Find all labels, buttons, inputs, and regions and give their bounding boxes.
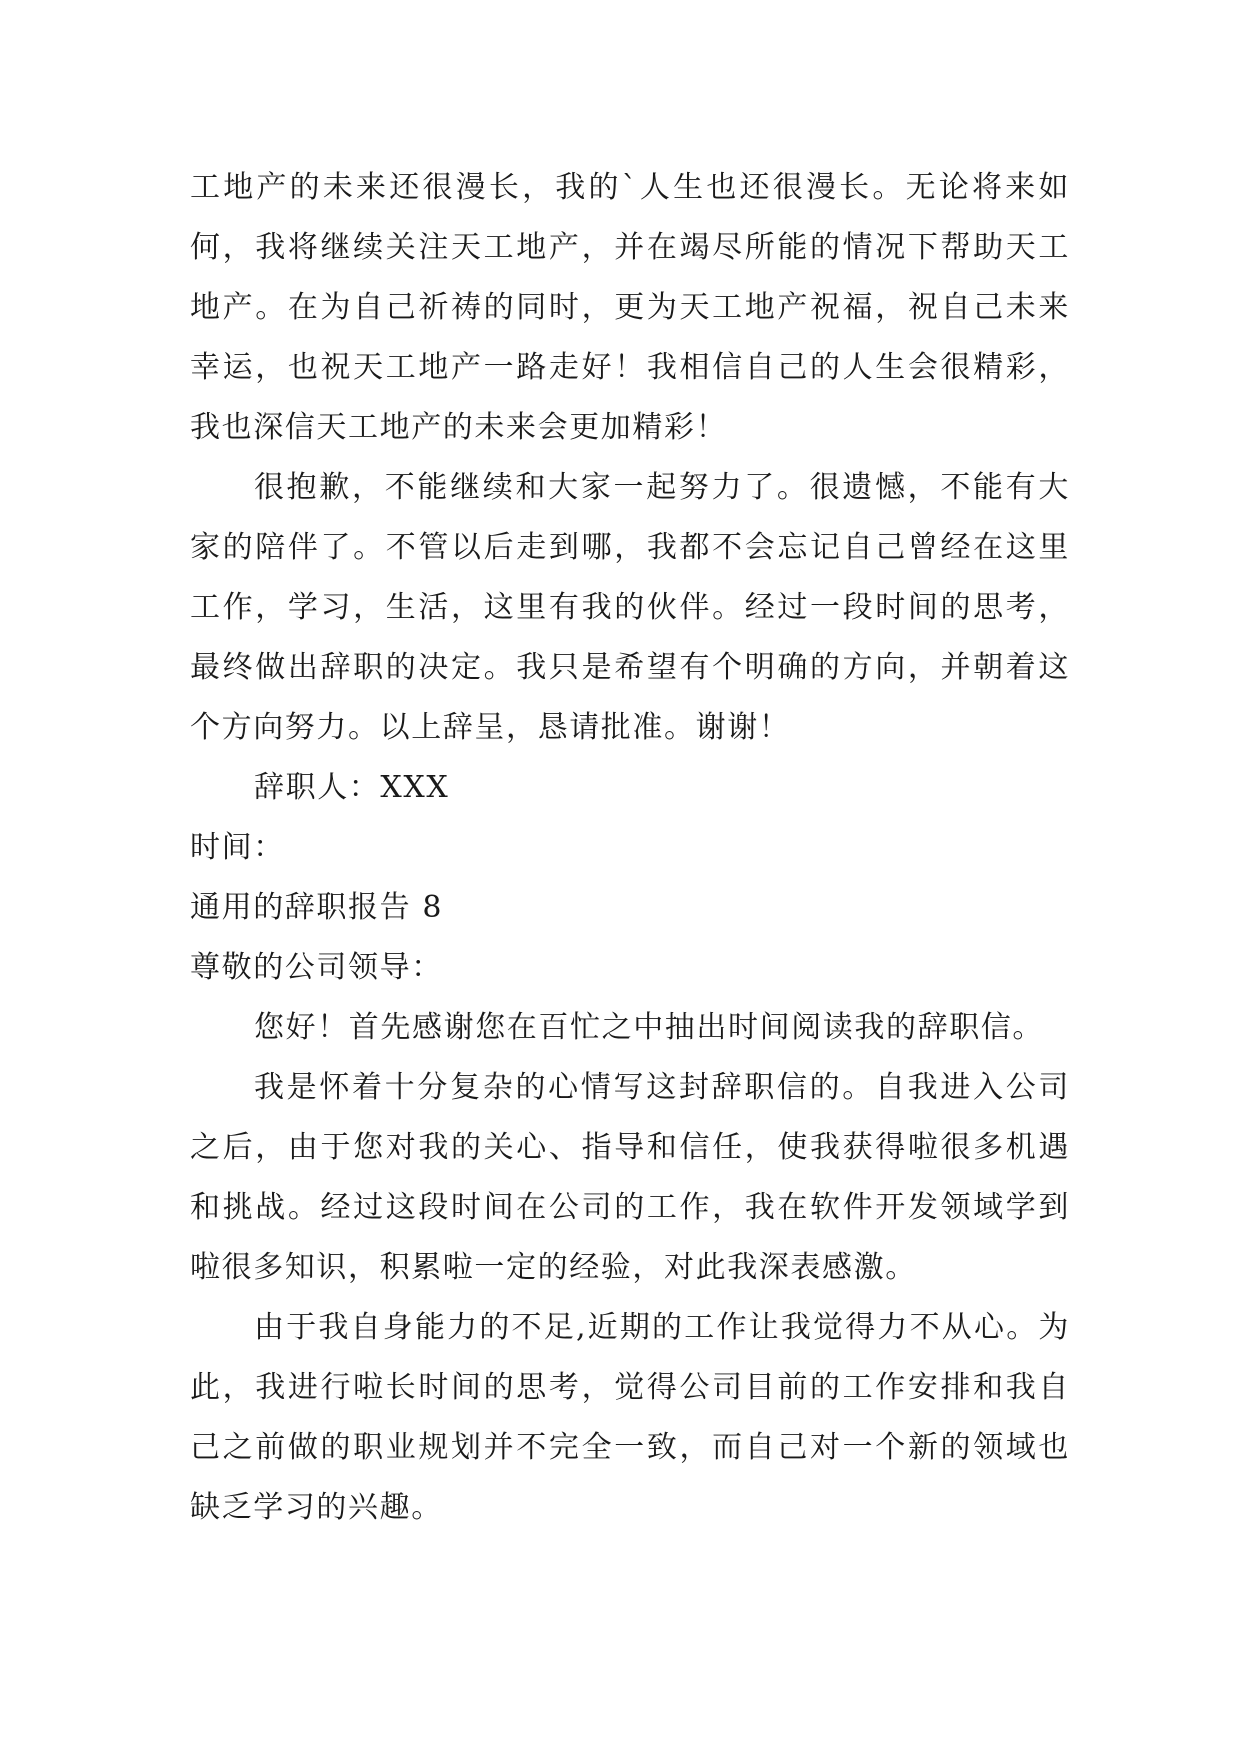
document-body (190, 158, 1070, 1538)
salutation: 尊敬的公司领导： (190, 950, 443, 985)
paragraph-gratitude: 我是怀着十分复杂的心情写这封辞职信的。自我进入公司之后，由于您对我的关心、指导和信任，使我获得啦很多机遇和挑战。经过这段时间在公司的工作，我在软件开发领域学到啦很多知识，积累啦一定的经验，对此我深表感激。 (190, 1070, 1070, 1285)
paragraph-greeting: 您好！首先感谢您在百忙之中抽出时间阅读我的辞职信。 (254, 1010, 1044, 1045)
paragraph-continuation: 工地产的未来还很漫长，我的`人生也还很漫长。无论将来如何，我将继续关注天工地产，并在竭尽所能的情况下帮助天工地产。在为自己祈祷的同时，更为天工地产祝福，祝自己未来幸运，也祝天工地产一路走好！我相信自己的人生会很精彩，我也深信天工地产的未来会更加精彩！ (190, 170, 1070, 445)
signature-line: 辞职人：XXX (254, 770, 450, 805)
paragraph-apology: 很抱歉，不能继续和大家一起努力了。很遗憾，不能有大家的陪伴了。不管以后走到哪，我都不会忘记自己曾经在这里工作，学习，生活，这里有我的伙伴。经过一段时间的思考，最终做出辞职的决定。我只是希望有个明确的方向，并朝着这个方向努力。以上辞呈，恳请批准。谢谢！ (190, 470, 1070, 745)
paragraph-reason: 由于我自身能力的不足,近期的工作让我觉得力不从心。为此，我进行啦长时间的思考，觉得公司目前的工作安排和我自己之前做的职业规划并不完全一致，而自己对一个新的领域也缺乏学习的兴趣。 (190, 1310, 1070, 1525)
section-title: 通用的辞职报告 8 (190, 890, 444, 925)
date-label: 时间： (190, 830, 285, 865)
